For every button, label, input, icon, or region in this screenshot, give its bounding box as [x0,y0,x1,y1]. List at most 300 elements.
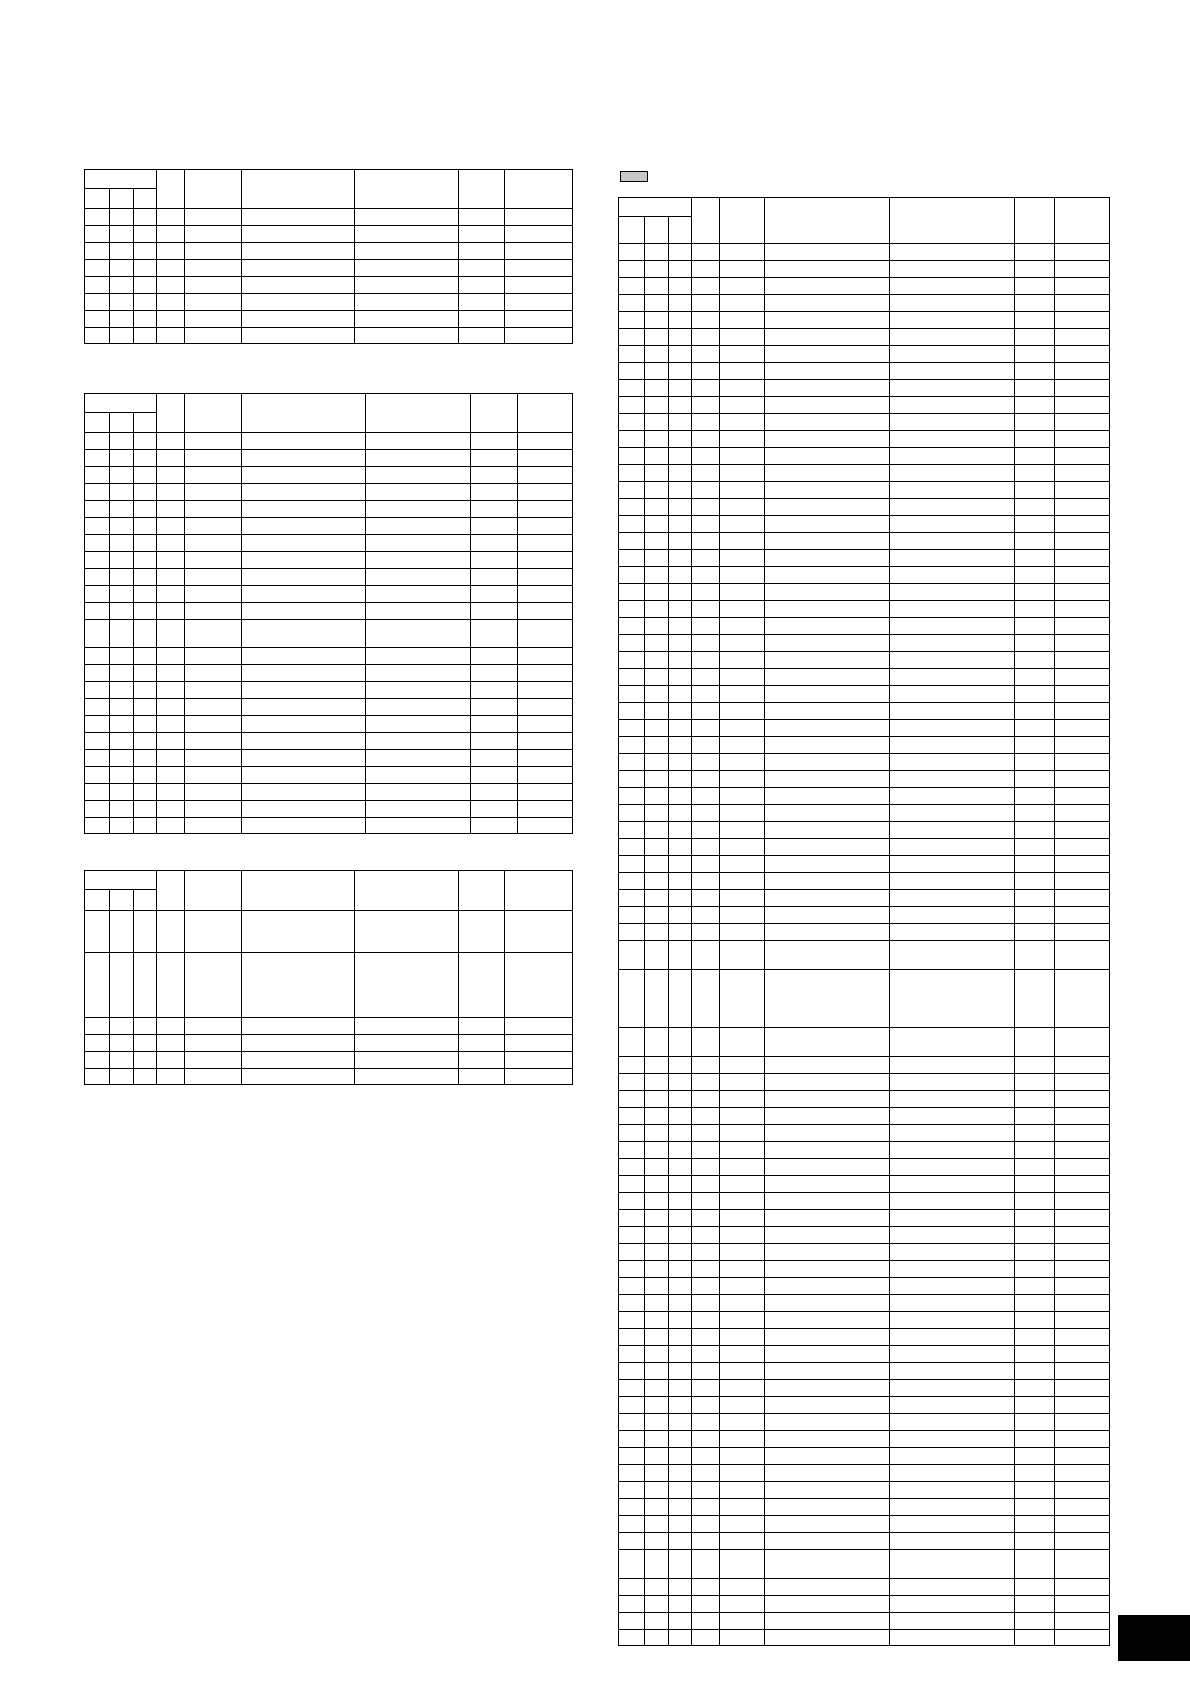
table-cell [692,278,720,295]
table-cell [85,535,110,552]
table-cell [765,1142,890,1159]
table-cell [185,552,242,569]
table-cell [518,518,573,535]
table-cell [471,569,518,586]
table-cell [185,1035,242,1052]
table-cell [765,788,890,805]
table-cell [645,924,669,941]
table-cell [1015,1057,1055,1074]
table-cell [692,1295,720,1312]
table-row [619,754,1110,771]
table-cell [692,1210,720,1227]
table-cell [645,380,669,397]
table-cell [1015,737,1055,754]
table-cell [85,1018,110,1035]
table-cell [1055,720,1110,737]
table-cell [85,209,110,226]
table-cell [890,1091,1015,1108]
table-cell [720,924,765,941]
table-cell [669,652,692,669]
header-cell [518,394,573,433]
table-cell [720,1579,765,1596]
table-cell [1055,1630,1110,1646]
table-cell [505,226,573,243]
table-cell [1055,1533,1110,1550]
table-cell [645,1159,669,1176]
table-cell [765,822,890,839]
table-cell [765,686,890,703]
table-cell [645,1295,669,1312]
table-cell [1055,363,1110,380]
table-cell [720,1142,765,1159]
table-cell [242,226,355,243]
table-cell [765,1448,890,1465]
table-cell [890,788,1015,805]
table-cell [505,243,573,260]
header-subcell [134,413,157,433]
table-cell [765,1346,890,1363]
table-row [619,1329,1110,1346]
table-cell [185,648,242,665]
table-cell [1055,754,1110,771]
table-row [619,329,1110,346]
table-cell [1055,1499,1110,1516]
table-cell [890,970,1015,1028]
table-cell [645,754,669,771]
table-cell [619,1227,645,1244]
table-cell [890,754,1015,771]
table-cell [645,1499,669,1516]
table-row [85,569,573,586]
table-cell [765,431,890,448]
table-cell [765,873,890,890]
table-cell [645,431,669,448]
table-cell [1055,1516,1110,1533]
table-cell [645,1074,669,1091]
table-cell [669,771,692,788]
table-cell [185,467,242,484]
table-cell [720,499,765,516]
table-cell [692,1028,720,1057]
table-cell [765,1227,890,1244]
table-cell [185,260,242,277]
table-cell [471,501,518,518]
table-cell [692,1533,720,1550]
table-row [619,448,1110,465]
table-cell [765,584,890,601]
table-cell [185,433,242,450]
table-cell [366,433,471,450]
table-row [85,1035,573,1052]
table-cell [185,226,242,243]
table-cell [619,1028,645,1057]
table-cell [85,682,110,699]
table-cell [1015,431,1055,448]
table-cell [619,567,645,584]
table-cell [1015,1482,1055,1499]
legend-swatch [620,171,648,182]
table-cell [459,1069,505,1085]
header-cell [692,198,720,244]
table-row [85,767,573,784]
table-cell [765,448,890,465]
table-cell [619,1329,645,1346]
table-cell [765,1596,890,1613]
table-cell [619,686,645,703]
table-cell [645,533,669,550]
table-cell [765,890,890,907]
table-cell [645,1346,669,1363]
table-cell [157,226,185,243]
table-cell [157,467,185,484]
table-cell [692,941,720,970]
header-cell [157,170,185,209]
table-cell [134,226,157,243]
table-cell [720,1028,765,1057]
table-cell [645,1193,669,1210]
table-cell [1015,482,1055,499]
table-cell [459,260,505,277]
header-group-cell [619,198,692,217]
table-row [619,1346,1110,1363]
table-cell [890,703,1015,720]
table-cell [242,716,366,733]
header-subcell [85,890,110,911]
table-cell [157,294,185,311]
table-cell [1015,1210,1055,1227]
table-cell [242,699,366,716]
table-cell [1055,1028,1110,1057]
table-cell [1015,1227,1055,1244]
table-cell [669,1142,692,1159]
table-row [619,1516,1110,1533]
table-cell [890,720,1015,737]
table-cell [692,686,720,703]
table-cell [720,1227,765,1244]
table-cell [185,484,242,501]
table-row [85,818,573,834]
table-cell [1015,499,1055,516]
table-cell [1015,805,1055,822]
table-cell [765,1499,890,1516]
table-cell [471,648,518,665]
table-cell [669,873,692,890]
table-cell [890,1278,1015,1295]
table-row [85,620,573,648]
table-cell [1055,737,1110,754]
table-cell [669,1193,692,1210]
table-cell [355,226,459,243]
table-row [85,784,573,801]
table-cell [890,873,1015,890]
table-cell [645,1057,669,1074]
table-cell [85,277,110,294]
table-cell [890,669,1015,686]
table-cell [134,620,157,648]
table-cell [720,346,765,363]
table-cell [692,1108,720,1125]
table-cell [692,397,720,414]
table-cell [518,818,573,834]
table-cell [890,584,1015,601]
table-row [619,618,1110,635]
table-cell [890,244,1015,261]
table-cell [459,226,505,243]
table-cell [619,771,645,788]
table-cell [366,648,471,665]
table-cell [1055,805,1110,822]
table-cell [110,750,134,767]
table-cell [645,703,669,720]
table-cell [890,550,1015,567]
table-cell [669,839,692,856]
table-cell [720,788,765,805]
table-cell [242,450,366,467]
table-cell [692,1074,720,1091]
table-row [619,567,1110,584]
table-row [619,1550,1110,1579]
table-cell [1055,499,1110,516]
table-cell [518,535,573,552]
table-cell [890,1414,1015,1431]
header-cell [505,170,573,209]
table-cell [645,1414,669,1431]
table-cell [1055,1312,1110,1329]
table-cell [645,261,669,278]
table-cell [765,1278,890,1295]
table-cell [505,294,573,311]
table-row [619,465,1110,482]
table-row [619,1499,1110,1516]
table-cell [765,737,890,754]
table-row [619,278,1110,295]
table-cell [645,720,669,737]
table-cell [518,620,573,648]
table-cell [134,328,157,344]
table-cell [471,552,518,569]
table-cell [1055,533,1110,550]
table-cell [692,329,720,346]
table-cell [669,1210,692,1227]
table-row [619,1142,1110,1159]
table-cell [669,1630,692,1646]
table-cell [85,294,110,311]
table-cell [720,737,765,754]
table-cell [110,716,134,733]
table-row [619,431,1110,448]
table-cell [890,397,1015,414]
table-cell [669,431,692,448]
header-row [85,394,573,413]
table-cell [110,682,134,699]
table-cell [619,1596,645,1613]
table-cell [720,771,765,788]
table-cell [1055,1159,1110,1176]
table-cell [110,911,134,953]
table-cell [85,648,110,665]
table-cell [471,682,518,699]
table-row [619,720,1110,737]
table-cell [1015,941,1055,970]
table-cell [1055,1465,1110,1482]
table-cell [619,533,645,550]
table-cell [471,801,518,818]
table-1 [84,169,573,344]
table-cell [1055,652,1110,669]
table-cell [669,312,692,329]
table-cell [366,784,471,801]
table-cell [110,648,134,665]
table-cell [505,953,573,1018]
table-cell [720,907,765,924]
table-cell [765,1329,890,1346]
table-cell [890,1465,1015,1482]
table-cell [619,380,645,397]
table-cell [459,209,505,226]
table-cell [765,754,890,771]
table-cell [1015,1244,1055,1261]
table-cell [1015,1414,1055,1431]
table-row [85,467,573,484]
table-cell [692,1125,720,1142]
table-cell [242,733,366,750]
table-cell [157,1052,185,1069]
table-cell [645,970,669,1028]
table-cell [518,450,573,467]
table-cell [720,1210,765,1227]
table-cell [157,433,185,450]
table-cell [669,516,692,533]
table-row [619,1074,1110,1091]
table-row [619,970,1110,1028]
table-cell [366,535,471,552]
table-cell [645,244,669,261]
table-row [85,277,573,294]
table-cell [1055,550,1110,567]
header-row [619,198,1110,217]
table-cell [1055,635,1110,652]
table-cell [242,501,366,518]
table-cell [720,1465,765,1482]
table-cell [692,839,720,856]
table-cell [619,1465,645,1482]
table-cell [110,1018,134,1035]
table-cell [157,603,185,620]
table-cell [720,312,765,329]
table-cell [366,586,471,603]
table-cell [85,586,110,603]
table-cell [765,1482,890,1499]
table-cell [134,552,157,569]
table-cell [720,1074,765,1091]
table-cell [619,1579,645,1596]
table-cell [366,699,471,716]
table-cell [645,329,669,346]
table-cell [505,1035,573,1052]
table-row [619,1630,1110,1646]
table-row [619,805,1110,822]
table-cell [185,818,242,834]
table-cell [765,1414,890,1431]
table-cell [720,1448,765,1465]
table-cell [110,1035,134,1052]
table-cell [134,648,157,665]
table-cell [619,1448,645,1465]
table-cell [765,261,890,278]
table-cell [185,311,242,328]
table-cell [110,569,134,586]
table-cell [669,1108,692,1125]
table-cell [85,1069,110,1085]
table-cell [355,328,459,344]
table-cell [110,535,134,552]
table-cell [85,433,110,450]
table-cell [1055,703,1110,720]
table-cell [765,533,890,550]
table-cell [85,569,110,586]
table-cell [185,665,242,682]
table-cell [1055,601,1110,618]
table-cell [1055,295,1110,312]
table-cell [1055,970,1110,1028]
table-cell [242,750,366,767]
table-cell [619,970,645,1028]
table-cell [765,1516,890,1533]
table-cell [1015,1312,1055,1329]
table-cell [645,1261,669,1278]
header-cell [366,394,471,433]
table-cell [518,586,573,603]
table-cell [890,1363,1015,1380]
table-cell [1015,1193,1055,1210]
table-cell [765,1465,890,1482]
table-cell [242,911,355,953]
table-cell [1055,516,1110,533]
table-row [619,1312,1110,1329]
table-cell [242,311,355,328]
table-cell [669,924,692,941]
table-cell [890,1227,1015,1244]
table-cell [692,618,720,635]
header-group-cell [85,170,157,189]
table-cell [85,311,110,328]
table-cell [1015,1278,1055,1295]
table-cell [692,1159,720,1176]
table-cell [110,226,134,243]
table-cell [1015,1176,1055,1193]
table-row [619,1125,1110,1142]
table-row [619,1244,1110,1261]
table-cell [669,1431,692,1448]
table-row [85,450,573,467]
table-cell [765,970,890,1028]
table-cell [692,516,720,533]
header-cell [355,170,459,209]
table-row [619,1363,1110,1380]
table-cell [134,784,157,801]
table-cell [692,380,720,397]
table-cell [669,1579,692,1596]
table-cell [1055,618,1110,635]
table-cell [185,243,242,260]
header-subcell [619,217,645,244]
table-cell [890,924,1015,941]
table-cell [110,294,134,311]
table-cell [518,484,573,501]
table-cell [185,1052,242,1069]
table-cell [692,1448,720,1465]
table-cell [134,586,157,603]
